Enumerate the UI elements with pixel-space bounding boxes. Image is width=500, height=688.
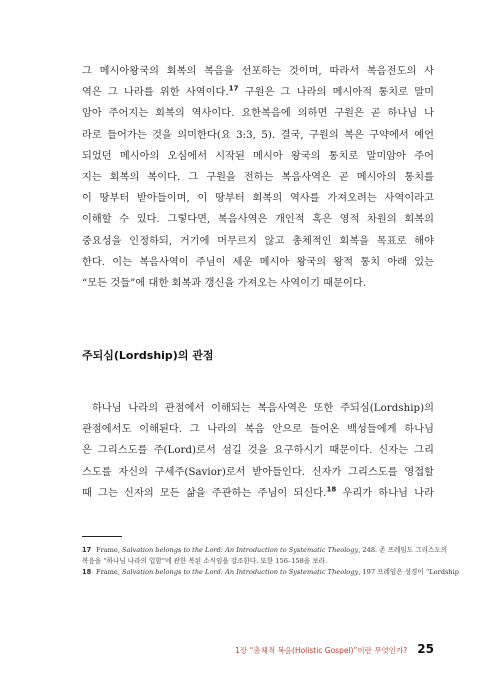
- text-segment: 우리가 하나님 나라: [336, 487, 434, 499]
- footnote-18: [82, 567, 459, 578]
- text-line: 이 땅부터 받아들이며, 이 땅부터 회복의 역사를 가져오려는 사역이라고: [82, 193, 434, 205]
- text-segment: 구원은 그 나라의 메시아적 통치로 말미: [238, 87, 434, 99]
- footnote-rest: , 197 프레임은 성경이 “Lordship: [358, 568, 459, 576]
- footnotes: [82, 545, 459, 578]
- text-line: 중요성을 인정하되, 거기에 머무르지 않고 총체적인 회복을 목표로 해야: [82, 235, 434, 247]
- footnote-author: Frame,: [96, 568, 123, 576]
- text-segment: 역은 그 나라를 위한 사역이다.: [82, 87, 229, 99]
- text-line: “모든 것들”에 대한 회복과 갱신을 가져오는 사역이기 때문이다.: [82, 278, 367, 290]
- text-segment: 하나님 나라의 관점에서 이해되는 복음사역은 또한 주되심(Lordship)의: [92, 403, 434, 414]
- text-line: [82, 483, 434, 504]
- footnote-ref[interactable]: 18: [326, 485, 337, 494]
- footnote-text: [96, 545, 447, 556]
- text-line: 이해할 수 있다. 그렇다면, 복음사역은 개인적 혹은 영적 차원의 회복의: [82, 214, 434, 226]
- text-line: 지는 회복의 복이다. 그 구원을 전하는 복음사역은 곧 메시아의 통치를: [82, 172, 434, 184]
- footnote-title: Salvation belongs to the Lord: An Introduction to Systematic Theology: [122, 546, 359, 554]
- paragraph-1: [82, 61, 434, 294]
- footnote-continuation: 복음을 “하나님 나라의 입함”에 관한 복된 소식임을 강조한다. 또한 156–158을 보라.: [82, 557, 328, 565]
- footnote-17: [82, 545, 448, 556]
- text-line: 한다. 이는 복음사역이 주님이 세운 메시아 왕국의 왕적 통치 아래 있는: [82, 256, 434, 268]
- text-line: 라로 들어가는 것을 의미한다(요 3:3, 5). 결국, 구원의 복은 구약에서 예언: [82, 129, 434, 141]
- footnote-rest: , 248. 존 프레임도 그리스도의: [358, 546, 448, 554]
- paragraph-2: [82, 398, 434, 504]
- section-heading: 주되심(Lordship)의 관점: [82, 349, 214, 362]
- footnote-title: Salvation belongs to the Lord: An Introduction to Systematic Theology: [122, 568, 359, 576]
- footnote-number: 17: [82, 546, 92, 554]
- footnote-text: [96, 567, 459, 578]
- text-line: [82, 82, 434, 103]
- footnote-ref[interactable]: 17: [228, 84, 239, 93]
- footnote-divider: [82, 536, 122, 537]
- text-line: 은 그리스도를 주(Lord)로서 섬길 것을 요구하시기 때문이다. 신자는 그리: [82, 445, 434, 457]
- footnote-author: Frame,: [96, 546, 123, 554]
- page-number: 25: [417, 642, 434, 656]
- text-line: 암아 주어지는 회복의 역사이다. 요한복음에 의하면 구원은 곧 하나님 나: [82, 108, 434, 120]
- text-line: 관점에서도 이해된다. 그 나라의 복음 안으로 들어온 백성들에게 하나님: [82, 424, 434, 436]
- text-line: 그 메시아왕국의 회복의 복음을 선포하는 것이며, 따라서 복음전도의 사: [82, 66, 434, 77]
- running-section-title: 1장 “총체적 복음(Holistic Gospel)”이란 무엇인가?: [235, 646, 408, 655]
- text-line: 스도를 자신의 구세주(Savior)로서 받아들인다. 신자가 그리스도를 영접할: [82, 466, 434, 478]
- text-line: 되었던 메시아의 오심에서 시작된 메시아 왕국의 통치로 말미암아 주어: [82, 150, 434, 162]
- page-footer: [235, 638, 434, 657]
- text-line: [82, 398, 434, 419]
- footnote-number: 18: [82, 568, 92, 576]
- text-segment: 때 그는 신자의 모든 삶을 주관하는 주님이 되신다.: [82, 487, 327, 499]
